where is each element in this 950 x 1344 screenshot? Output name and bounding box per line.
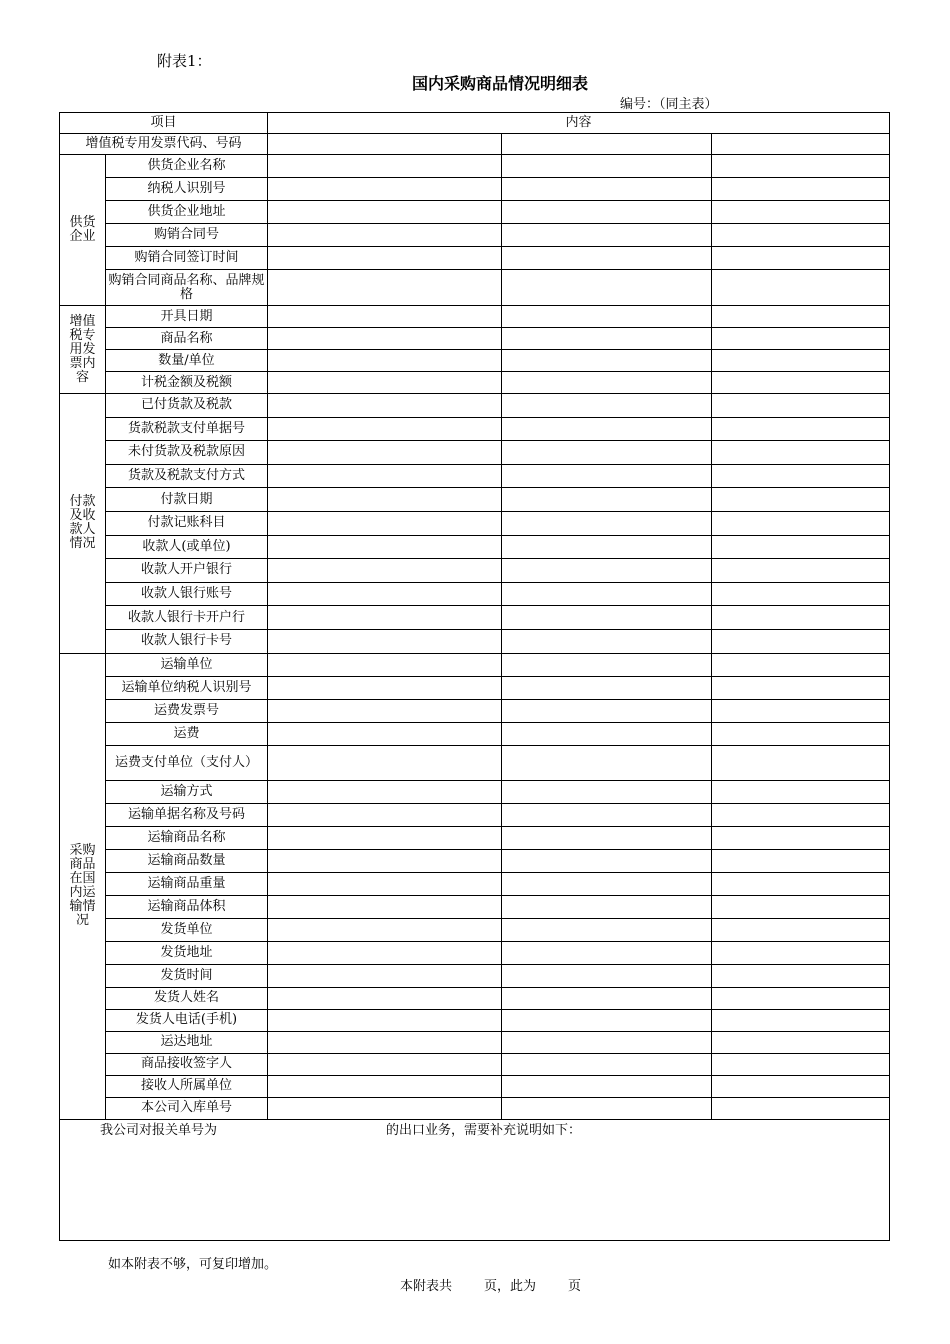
- table-cell[interactable]: [268, 350, 502, 372]
- table-cell[interactable]: [502, 441, 712, 465]
- row-label-text: 收款人银行账号: [140, 586, 232, 602]
- table-row: [60, 918, 890, 941]
- table-row: [60, 1053, 890, 1075]
- table-row: [60, 676, 890, 699]
- table-row: [60, 488, 890, 512]
- row-label: [106, 895, 268, 918]
- table-cell[interactable]: [712, 417, 890, 441]
- row-label: [106, 872, 268, 895]
- row-label-text: 收款人(或单位): [142, 538, 231, 554]
- table-cell[interactable]: [268, 653, 502, 676]
- table-cell[interactable]: [268, 201, 502, 224]
- row-label: [106, 441, 268, 465]
- table-row: [60, 178, 890, 201]
- table-cell[interactable]: [712, 722, 890, 745]
- table-cell[interactable]: [268, 328, 502, 350]
- table-cell[interactable]: [502, 849, 712, 872]
- table-header-row: [60, 113, 890, 134]
- row-label: [106, 1053, 268, 1075]
- note-content: [60, 1124, 889, 1234]
- row-label-text: 发货单位: [160, 921, 213, 937]
- table-row: [60, 895, 890, 918]
- row-label: [106, 582, 268, 606]
- table-cell[interactable]: [712, 247, 890, 270]
- group-label-payment: [60, 394, 106, 654]
- table-cell[interactable]: [712, 964, 890, 987]
- table-row: [60, 441, 890, 465]
- table-row: [60, 803, 890, 826]
- row-label-text: 发货时间: [160, 967, 213, 983]
- row-label: [106, 372, 268, 394]
- table-cell[interactable]: [268, 559, 502, 583]
- table-cell[interactable]: [268, 417, 502, 441]
- table-cell[interactable]: [712, 1075, 890, 1097]
- table-cell[interactable]: [712, 270, 890, 306]
- footer-note: 如本附表不够，可复印增加。: [108, 1257, 278, 1272]
- table-cell[interactable]: [502, 826, 712, 849]
- table-cell[interactable]: [268, 941, 502, 964]
- table-cell[interactable]: [712, 676, 890, 699]
- table-row: [60, 826, 890, 849]
- table-cell[interactable]: [502, 535, 712, 559]
- row-label-text: 运费发票号: [153, 702, 219, 718]
- table-row: [60, 535, 890, 559]
- note-row: [60, 1119, 890, 1240]
- row-label-text: 付款记账科目: [147, 515, 226, 531]
- row-label-text: 纳税人识别号: [147, 181, 226, 196]
- table-row: [60, 1097, 890, 1119]
- table-cell[interactable]: [712, 224, 890, 247]
- table-cell[interactable]: [268, 441, 502, 465]
- table-cell[interactable]: [502, 606, 712, 630]
- row-label: [106, 535, 268, 559]
- table-cell[interactable]: [502, 653, 712, 676]
- table-row: [60, 155, 890, 178]
- table-cell[interactable]: [268, 676, 502, 699]
- table-cell[interactable]: [268, 1075, 502, 1097]
- table-cell[interactable]: [502, 201, 712, 224]
- row-label-text: 运输商品重量: [147, 875, 226, 891]
- table-row: [60, 582, 890, 606]
- row-label-text: 供货企业名称: [147, 158, 226, 173]
- table-cell[interactable]: [502, 270, 712, 306]
- row-label: [106, 511, 268, 535]
- table-cell[interactable]: [712, 849, 890, 872]
- table-cell[interactable]: [268, 155, 502, 178]
- table-cell[interactable]: [502, 417, 712, 441]
- row-label-text: 购销合同号: [153, 227, 219, 242]
- table-cell[interactable]: [712, 488, 890, 512]
- row-label-text: 供货企业地址: [147, 204, 226, 219]
- row-label-text: 商品接收签字人: [140, 1056, 232, 1072]
- table-cell[interactable]: [268, 629, 502, 653]
- detail-table: [59, 112, 890, 1241]
- table-cell[interactable]: [712, 699, 890, 722]
- row-label: [106, 1031, 268, 1053]
- row-label: [106, 964, 268, 987]
- row-label-text: 运输商品体积: [147, 898, 226, 914]
- table-row: [60, 1075, 890, 1097]
- table-row: [60, 849, 890, 872]
- table-cell[interactable]: [502, 1031, 712, 1053]
- table-row: [60, 941, 890, 964]
- page-count-b: 页，此为: [484, 1279, 537, 1294]
- table-cell[interactable]: [502, 394, 712, 418]
- table-cell[interactable]: [712, 134, 890, 155]
- table-row: [60, 780, 890, 803]
- table-cell[interactable]: [712, 780, 890, 803]
- table-cell[interactable]: [502, 247, 712, 270]
- row-label: [106, 803, 268, 826]
- table-cell[interactable]: [502, 488, 712, 512]
- row-label-text: 收款人银行卡开户行: [127, 609, 245, 625]
- table-row: [60, 201, 890, 224]
- row-label: [106, 155, 268, 178]
- row-label: [106, 488, 268, 512]
- row-label: [106, 849, 268, 872]
- table-cell[interactable]: [712, 582, 890, 606]
- row-label: [106, 780, 268, 803]
- row-label-text: 运费: [173, 725, 200, 741]
- table-cell[interactable]: [268, 1097, 502, 1119]
- table-cell[interactable]: [268, 895, 502, 918]
- row-label-text: 购销合同商品名称、品牌规格: [108, 272, 265, 302]
- table-cell[interactable]: [502, 872, 712, 895]
- table-cell[interactable]: [712, 155, 890, 178]
- row-label-text: 运达地址: [160, 1034, 213, 1050]
- table-cell[interactable]: [268, 918, 502, 941]
- row-label: [106, 653, 268, 676]
- row-label: [106, 394, 268, 418]
- table-row: [60, 699, 890, 722]
- table-cell[interactable]: [268, 745, 502, 780]
- table-cell[interactable]: [712, 350, 890, 372]
- table-cell[interactable]: [712, 394, 890, 418]
- table-cell[interactable]: [502, 1097, 712, 1119]
- row-label: [106, 247, 268, 270]
- table-cell[interactable]: [712, 606, 890, 630]
- table-row: [60, 987, 890, 1009]
- row-label-text: 发货人电话(手机): [135, 1012, 238, 1028]
- table-cell[interactable]: [712, 328, 890, 350]
- table-cell[interactable]: [268, 1009, 502, 1031]
- row-label: [106, 559, 268, 583]
- table-cell[interactable]: [712, 178, 890, 201]
- row-label-text: 本公司入库单号: [140, 1100, 232, 1116]
- table-cell[interactable]: [502, 134, 712, 155]
- row-label: [106, 328, 268, 350]
- row-label: [106, 1097, 268, 1119]
- table-cell[interactable]: [712, 1053, 890, 1075]
- table-row: [60, 559, 890, 583]
- table-cell[interactable]: [712, 895, 890, 918]
- table-cell[interactable]: [712, 535, 890, 559]
- table-cell[interactable]: [712, 987, 890, 1009]
- table-cell[interactable]: [268, 178, 502, 201]
- table-row: [60, 653, 890, 676]
- row-label-text: 发货人姓名: [153, 990, 219, 1006]
- table-row: [60, 224, 890, 247]
- table-cell[interactable]: [268, 722, 502, 745]
- table-cell[interactable]: [268, 826, 502, 849]
- table-cell[interactable]: [502, 224, 712, 247]
- table-cell[interactable]: [268, 582, 502, 606]
- row-label: [106, 722, 268, 745]
- row-label: [106, 918, 268, 941]
- row-label-text: 未付货款及税款原因: [127, 444, 245, 460]
- table-cell[interactable]: [712, 1031, 890, 1053]
- row-label-text: 开具日期: [160, 308, 213, 324]
- table-row: [60, 511, 890, 535]
- table-cell[interactable]: [268, 372, 502, 394]
- table-row: [60, 306, 890, 328]
- row-label-text: 货款及税款支付方式: [127, 468, 245, 484]
- table-row: [60, 417, 890, 441]
- row-label-text: 收款人开户银行: [140, 562, 232, 578]
- table-row: [60, 1031, 890, 1053]
- table-cell[interactable]: [712, 441, 890, 465]
- row-label: [106, 350, 268, 372]
- table-cell[interactable]: [268, 306, 502, 328]
- table-cell[interactable]: [268, 872, 502, 895]
- row-label: [106, 941, 268, 964]
- table-row: [60, 464, 890, 488]
- table-cell[interactable]: [502, 722, 712, 745]
- table-cell[interactable]: [502, 918, 712, 941]
- table-cell[interactable]: [502, 964, 712, 987]
- table-cell[interactable]: [502, 350, 712, 372]
- table-cell[interactable]: [268, 134, 502, 155]
- table-cell[interactable]: [502, 155, 712, 178]
- table-row: [60, 372, 890, 394]
- table-cell[interactable]: [712, 1097, 890, 1119]
- table-cell[interactable]: [712, 201, 890, 224]
- row-label: [106, 201, 268, 224]
- table-cell[interactable]: [502, 803, 712, 826]
- row-label-text: 发货地址: [160, 944, 213, 960]
- row-label: [106, 606, 268, 630]
- group-label-text: 增值税专用发票内容: [69, 313, 96, 385]
- group-label-text: 采购商品在国内运输情况: [69, 843, 96, 929]
- row-label-text: 收款人银行卡号: [140, 633, 232, 649]
- table-cell[interactable]: [502, 780, 712, 803]
- row-label: [106, 1075, 268, 1097]
- row-label: [106, 464, 268, 488]
- table-cell[interactable]: [268, 803, 502, 826]
- supplementary-note-cell[interactable]: [60, 1119, 890, 1240]
- row-label-text: 运输商品数量: [147, 852, 226, 868]
- table-cell[interactable]: [502, 987, 712, 1009]
- table-cell[interactable]: [502, 1009, 712, 1031]
- table-cell[interactable]: [502, 745, 712, 780]
- row-label-text: 运输单据名称及号码: [127, 806, 245, 822]
- table-cell[interactable]: [268, 1053, 502, 1075]
- table-row: [60, 606, 890, 630]
- table-row: [60, 328, 890, 350]
- table-cell[interactable]: [712, 559, 890, 583]
- table-cell[interactable]: [502, 699, 712, 722]
- row-label-text: 运输方式: [160, 783, 213, 799]
- row-label: [106, 699, 268, 722]
- table-row: [60, 270, 890, 306]
- table-cell[interactable]: [712, 372, 890, 394]
- table-row: [60, 629, 890, 653]
- table-cell[interactable]: [268, 987, 502, 1009]
- table-row: [60, 722, 890, 745]
- table-cell[interactable]: [268, 535, 502, 559]
- row-label-text: 计税金额及税额: [140, 374, 232, 390]
- table-cell[interactable]: [712, 464, 890, 488]
- row-label: [106, 676, 268, 699]
- table-row: [60, 745, 890, 780]
- table-cell[interactable]: [712, 1009, 890, 1031]
- table-cell[interactable]: [268, 964, 502, 987]
- row-label-text: 运输单位纳税人识别号: [121, 679, 252, 695]
- table-cell[interactable]: [502, 676, 712, 699]
- table-cell[interactable]: [502, 941, 712, 964]
- table-cell[interactable]: [502, 1075, 712, 1097]
- table-cell[interactable]: [268, 780, 502, 803]
- table-cell[interactable]: [268, 247, 502, 270]
- table-cell[interactable]: [268, 464, 502, 488]
- table-cell[interactable]: [502, 1053, 712, 1075]
- page-count-c: 页: [568, 1279, 582, 1294]
- table-cell[interactable]: [712, 826, 890, 849]
- table-row: [60, 247, 890, 270]
- table-cell[interactable]: [712, 511, 890, 535]
- table-cell[interactable]: [502, 559, 712, 583]
- row-label: [106, 745, 268, 780]
- group-label-invoice: [60, 306, 106, 394]
- row-label-text: 商品名称: [160, 330, 213, 346]
- table-cell[interactable]: [502, 511, 712, 535]
- note-text-a: 我公司对报关单号为: [100, 1122, 218, 1138]
- table-row: [60, 1009, 890, 1031]
- page-count-a: 本附表共: [400, 1279, 453, 1294]
- table-cell[interactable]: [502, 895, 712, 918]
- row-label: [106, 224, 268, 247]
- row-label: [106, 306, 268, 328]
- table-cell[interactable]: [268, 394, 502, 418]
- table-cell[interactable]: [268, 511, 502, 535]
- row-label-text: 运费支付单位（支付人）: [114, 754, 258, 770]
- row-label: [106, 629, 268, 653]
- group-label-text: 供货企业: [69, 215, 96, 244]
- table-cell[interactable]: [268, 606, 502, 630]
- row-label-text: 已付货款及税款: [140, 397, 232, 413]
- group-label-transport: [60, 653, 106, 1119]
- row-label-text: 运输单位: [160, 656, 213, 672]
- table-cell[interactable]: [502, 629, 712, 653]
- table-cell[interactable]: [268, 488, 502, 512]
- table-cell[interactable]: [712, 803, 890, 826]
- table-cell[interactable]: [502, 328, 712, 350]
- table-row: [60, 872, 890, 895]
- row-label-text: 数量/单位: [158, 352, 215, 368]
- column-header-item: 项目: [60, 113, 268, 134]
- table-row: [60, 350, 890, 372]
- table-cell[interactable]: [268, 699, 502, 722]
- serial-number: 编号：（同主表）: [620, 97, 718, 112]
- table-cell[interactable]: [268, 224, 502, 247]
- table-row: [60, 964, 890, 987]
- table-cell[interactable]: [502, 306, 712, 328]
- page-count-line: [400, 1275, 581, 1294]
- table-cell[interactable]: [502, 464, 712, 488]
- row-label: [106, 987, 268, 1009]
- appendix-label: 附表1：: [157, 52, 212, 70]
- table-cell[interactable]: [712, 629, 890, 653]
- invoice-code-label: 增值税专用发票代码、号码: [60, 134, 268, 155]
- table-cell[interactable]: [712, 745, 890, 780]
- table-cell[interactable]: [268, 849, 502, 872]
- row-label-text: 付款日期: [160, 491, 213, 507]
- page-title: 国内采购商品情况明细表: [411, 74, 588, 93]
- column-header-content: 内容: [268, 113, 890, 134]
- table-cell[interactable]: [712, 306, 890, 328]
- table-cell[interactable]: [712, 918, 890, 941]
- row-label: [106, 826, 268, 849]
- row-label-text: 运输商品名称: [147, 829, 226, 845]
- table-cell[interactable]: [712, 653, 890, 676]
- table-row: [60, 394, 890, 418]
- row-label: [106, 1009, 268, 1031]
- row-label: [106, 270, 268, 306]
- row-label-text: 货款税款支付单据号: [127, 420, 245, 436]
- table-cell[interactable]: [712, 872, 890, 895]
- table-cell[interactable]: [712, 941, 890, 964]
- group-label-text: 付款及收款人情况: [69, 494, 96, 552]
- row-label-text: 接收人所属单位: [140, 1078, 232, 1094]
- row-label: [106, 178, 268, 201]
- table-row: [60, 134, 890, 155]
- table-cell[interactable]: [502, 372, 712, 394]
- table-cell[interactable]: [268, 1031, 502, 1053]
- note-text-b: 的出口业务，需要补充说明如下：: [386, 1122, 582, 1138]
- group-label-supplier: [60, 155, 106, 306]
- table-cell[interactable]: [502, 582, 712, 606]
- table-cell[interactable]: [268, 270, 502, 306]
- table-cell[interactable]: [502, 178, 712, 201]
- row-label-text: 购销合同签订时间: [134, 250, 239, 265]
- row-label: [106, 417, 268, 441]
